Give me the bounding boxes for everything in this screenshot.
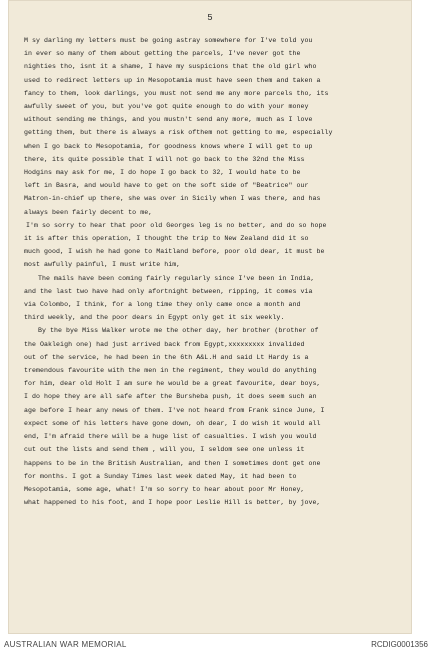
letter-line: getting them, but there is always a risk ofthem not getting to me, especially bbox=[24, 129, 333, 137]
letter-line: for him, dear old Holt I am sure he would be a great favourite, dear boys, bbox=[24, 380, 321, 388]
letter-line: and the last two have had only afortnight between, ripping, it comes via bbox=[24, 287, 313, 295]
letter-line: most awfully painful, I must write him, bbox=[24, 261, 181, 269]
letter-line: in ever so many of them about getting the parcels, I've never got the bbox=[24, 50, 301, 58]
letter-line: I do hope they are all safe after the Bursheba push, it does seem such an bbox=[24, 393, 317, 401]
letter-line: when I go back to Mesopotamia, for goodness knows where I will get to up bbox=[24, 142, 313, 150]
letter-line: much good, I wish he had gone to Maitland before, poor old dear, it must be bbox=[24, 248, 325, 256]
letter-line: what happened to his foot, and I hope poor Leslie Hill is better, by jove, bbox=[24, 499, 321, 507]
letter-line: expect some of his letters have gone down, oh dear, I do wish it would all bbox=[24, 419, 321, 427]
page-number: 5 bbox=[207, 13, 213, 23]
letter-line: I'm so sorry to hear that poor old Georges leg is no better, and do so hope bbox=[26, 221, 327, 229]
letter-line: happens to be in the British Australian, and then I sometimes dont get one bbox=[24, 459, 321, 467]
letter-line: cut out the lists and send them , will you, I seldom see one unless it bbox=[24, 446, 305, 454]
letter-page bbox=[8, 0, 412, 634]
letter-line: age before I hear any news of them. I've not heard from Frank since June, I bbox=[24, 406, 325, 414]
letter-line: there, its quite possible that I will not go back to the 32nd the Miss bbox=[24, 155, 305, 163]
letter-line: the Oakleigh one) had just arrived back from Egypt,xxxxxxxxx invalided bbox=[24, 340, 305, 348]
archive-footer bbox=[0, 634, 432, 653]
archive-name: AUSTRALIAN WAR MEMORIAL bbox=[4, 640, 127, 649]
letter-line: M sy darling my letters must be going astray somewhere for I've told you bbox=[24, 37, 313, 44]
letter-line: tremendous favourite with the men in the regiment, they would do anything bbox=[24, 367, 317, 375]
letter-line: out of the service, he had been in the 6th A&L.H and said Lt Hardy is a bbox=[24, 353, 309, 361]
letter-body bbox=[24, 34, 400, 509]
letter-line: awfully sweet of you, but you've got quite enough to do with your money bbox=[24, 103, 309, 111]
letter-line: Mesopotamia, some age, what! I'm so sorry to hear about poor Mr Honey, bbox=[24, 485, 305, 493]
letter-line: always been fairly decent to me, bbox=[24, 208, 153, 216]
letter-line: left in Basra, and would have to get on the soft side of "Beatrice" our bbox=[24, 182, 309, 190]
letter-line: for months. I got a Sunday Times last week dated May, it had been to bbox=[24, 472, 297, 480]
letter-line: By the bye Miss Walker wrote me the other day, her brother (brother of bbox=[38, 327, 319, 335]
letter-line: fancy to them, look darlings, you must not send me any more parcels tho, its bbox=[24, 89, 329, 97]
letter-line: Matron-in-chief up there, she was over in Sicily when I was there, and has bbox=[24, 195, 321, 203]
letter-line: third weekly, and the poor dears in Egypt only get it six weekly. bbox=[24, 314, 285, 322]
letter-line: nighties tho, isnt it a shame, I have my suspicions that the old girl who bbox=[24, 63, 317, 71]
letter-line: Hodgins may ask for me, I do hope I go back to 32, I would hate to be bbox=[24, 169, 301, 177]
letter-line: via Colombo, I think, for a long time they only came once a month and bbox=[24, 301, 301, 309]
letter-line: used to redirect letters up in Mesopotamia must have seen them and taken a bbox=[24, 76, 321, 84]
document-id: RCDIG0001356 bbox=[371, 640, 428, 649]
letter-line: without sending me things, and you mustn't send any more, much as I love bbox=[24, 116, 313, 124]
letter-line: end, I'm afraid there will be a huge list of casualties. I wish you would bbox=[24, 433, 317, 441]
letter-line: it is after this operation, I thought the trip to New Zealand did it so bbox=[24, 235, 309, 243]
letter-line: The mails have been coming fairly regularly since I've been in India, bbox=[38, 274, 315, 282]
